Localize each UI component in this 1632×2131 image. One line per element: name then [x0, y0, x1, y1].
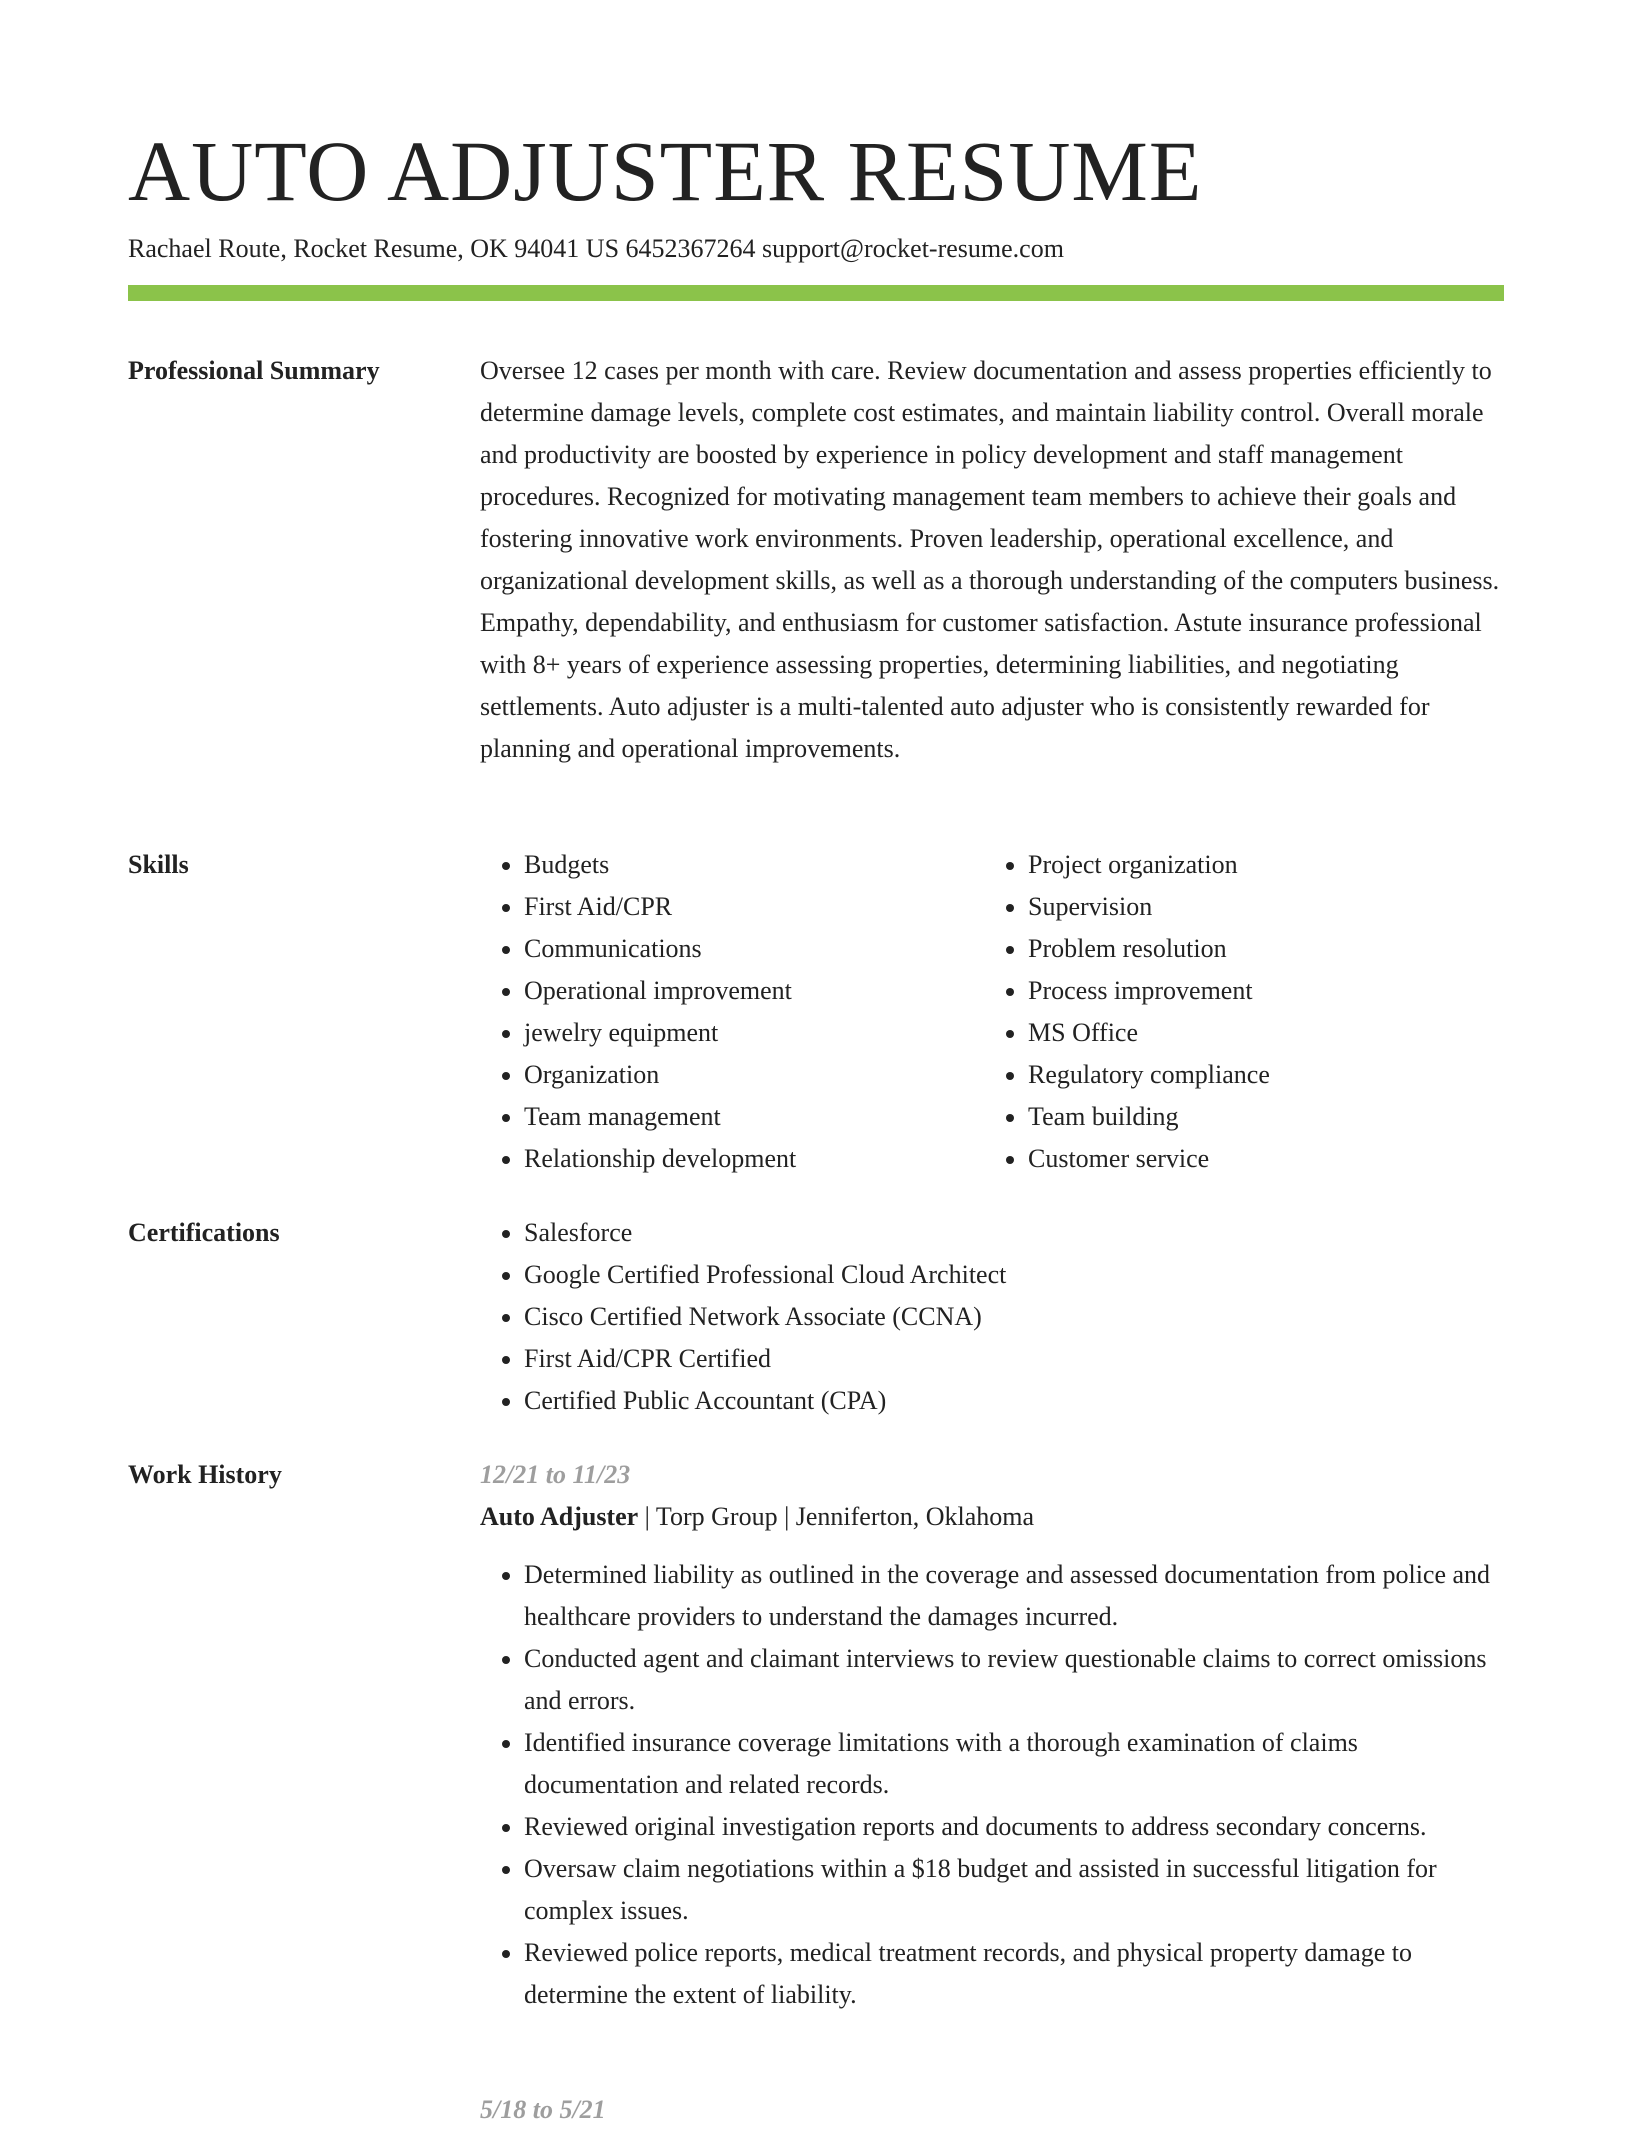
work-history-body — [480, 1454, 1504, 2016]
skill-item: • Relationship development — [524, 1138, 984, 1180]
skill-item: • Communications — [524, 928, 984, 970]
skill-item: • Operational improvement — [524, 970, 984, 1012]
skill-item: • First Aid/CPR — [524, 886, 984, 928]
skills-list-left — [480, 844, 984, 1180]
job-2-body — [480, 2089, 1504, 2131]
skill-item: • Budgets — [524, 844, 984, 886]
skill-item: • Process improvement — [1028, 970, 1488, 1012]
certification-item: • First Aid/CPR Certified — [524, 1338, 1504, 1380]
certification-item: • Certified Public Accountant (CPA) — [524, 1380, 1504, 1422]
certifications-label: Certifications — [128, 1218, 280, 1247]
certifications-list — [480, 1212, 1504, 1422]
summary-text: Oversee 12 cases per month with care. Review documentation and assess properties efficiently to determine damage levels, complete cost estimates, and maintain liability control. Overall morale and productivity are boosted by experience in policy development and staff management procedures. Recognized for motivating management team members to achieve their goals and fostering innovative work environments. Proven leadership, operational excellence, and organizational development skills, as well as a thorough understanding of the computers business. Empathy, dependability, and enthusiasm for customer satisfaction. Astute insurance professional with 8+ years of experience assessing properties, determining liabilities, and negotiating settlements. Auto adjuster is a multi-talented auto adjuster who is consistently rewarded for planning and operational improvements. — [480, 356, 1500, 763]
skill-item: • Project organization — [1028, 844, 1488, 886]
certification-item: • Google Certified Professional Cloud Architect — [524, 1254, 1504, 1296]
certification-item: • Salesforce — [524, 1212, 1504, 1254]
job-dates: 12/21 to 11/23 — [480, 1460, 631, 1489]
job-bullets — [480, 1554, 1504, 2016]
job-bullet: • Determined liability as outlined in the coverage and assessed documentation from police and healthcare providers to understand the damages incurred. — [524, 1554, 1504, 1638]
job-heading — [480, 1496, 1504, 1538]
resume-title: AUTO ADJUSTER RESUME — [128, 123, 1203, 219]
certifications-body — [480, 1212, 1504, 1422]
skill-item: • jewelry equipment — [524, 1012, 984, 1054]
job-details: | Torp Group | Jenniferton, Oklahoma — [638, 1502, 1035, 1531]
certification-item: • Cisco Certified Network Associate (CCNA) — [524, 1296, 1504, 1338]
job-bullet: • Conducted agent and claimant interviews to review questionable claims to correct omissions and errors. — [524, 1638, 1504, 1722]
summary-label: Professional Summary — [128, 356, 380, 385]
skills-list-right — [984, 844, 1488, 1180]
skills-label: Skills — [128, 850, 189, 879]
header-divider — [128, 285, 1504, 301]
job-bullet: • Reviewed police reports, medical treatment records, and physical property damage to determine the extent of liability. — [524, 1932, 1504, 2016]
summary-body — [480, 350, 1504, 770]
skill-item: • Team management — [524, 1096, 984, 1138]
skill-item: • Supervision — [1028, 886, 1488, 928]
skills-columns — [480, 844, 1504, 1180]
work-history-label: Work History — [128, 1460, 282, 1489]
job-bullet: • Reviewed original investigation reports and documents to address secondary concerns. — [524, 1806, 1504, 1848]
contact-line: Rachael Route, Rocket Resume, OK 94041 US 6452367264 support@rocket-resume.com — [128, 234, 1064, 263]
skill-item: • Team building — [1028, 1096, 1488, 1138]
job-title: Auto Adjuster — [480, 1502, 639, 1531]
job-bullet: • Oversaw claim negotiations within a $18 budget and assisted in successful litigation for complex issues. — [524, 1848, 1504, 1932]
skill-item: • Organization — [524, 1054, 984, 1096]
job-bullet: • Identified insurance coverage limitations with a thorough examination of claims documentation and related records. — [524, 1722, 1504, 1806]
skill-item: • MS Office — [1028, 1012, 1488, 1054]
skill-item: • Customer service — [1028, 1138, 1488, 1180]
skill-item: • Regulatory compliance — [1028, 1054, 1488, 1096]
skill-item: • Problem resolution — [1028, 928, 1488, 970]
job-dates: 5/18 to 5/21 — [480, 2095, 606, 2124]
